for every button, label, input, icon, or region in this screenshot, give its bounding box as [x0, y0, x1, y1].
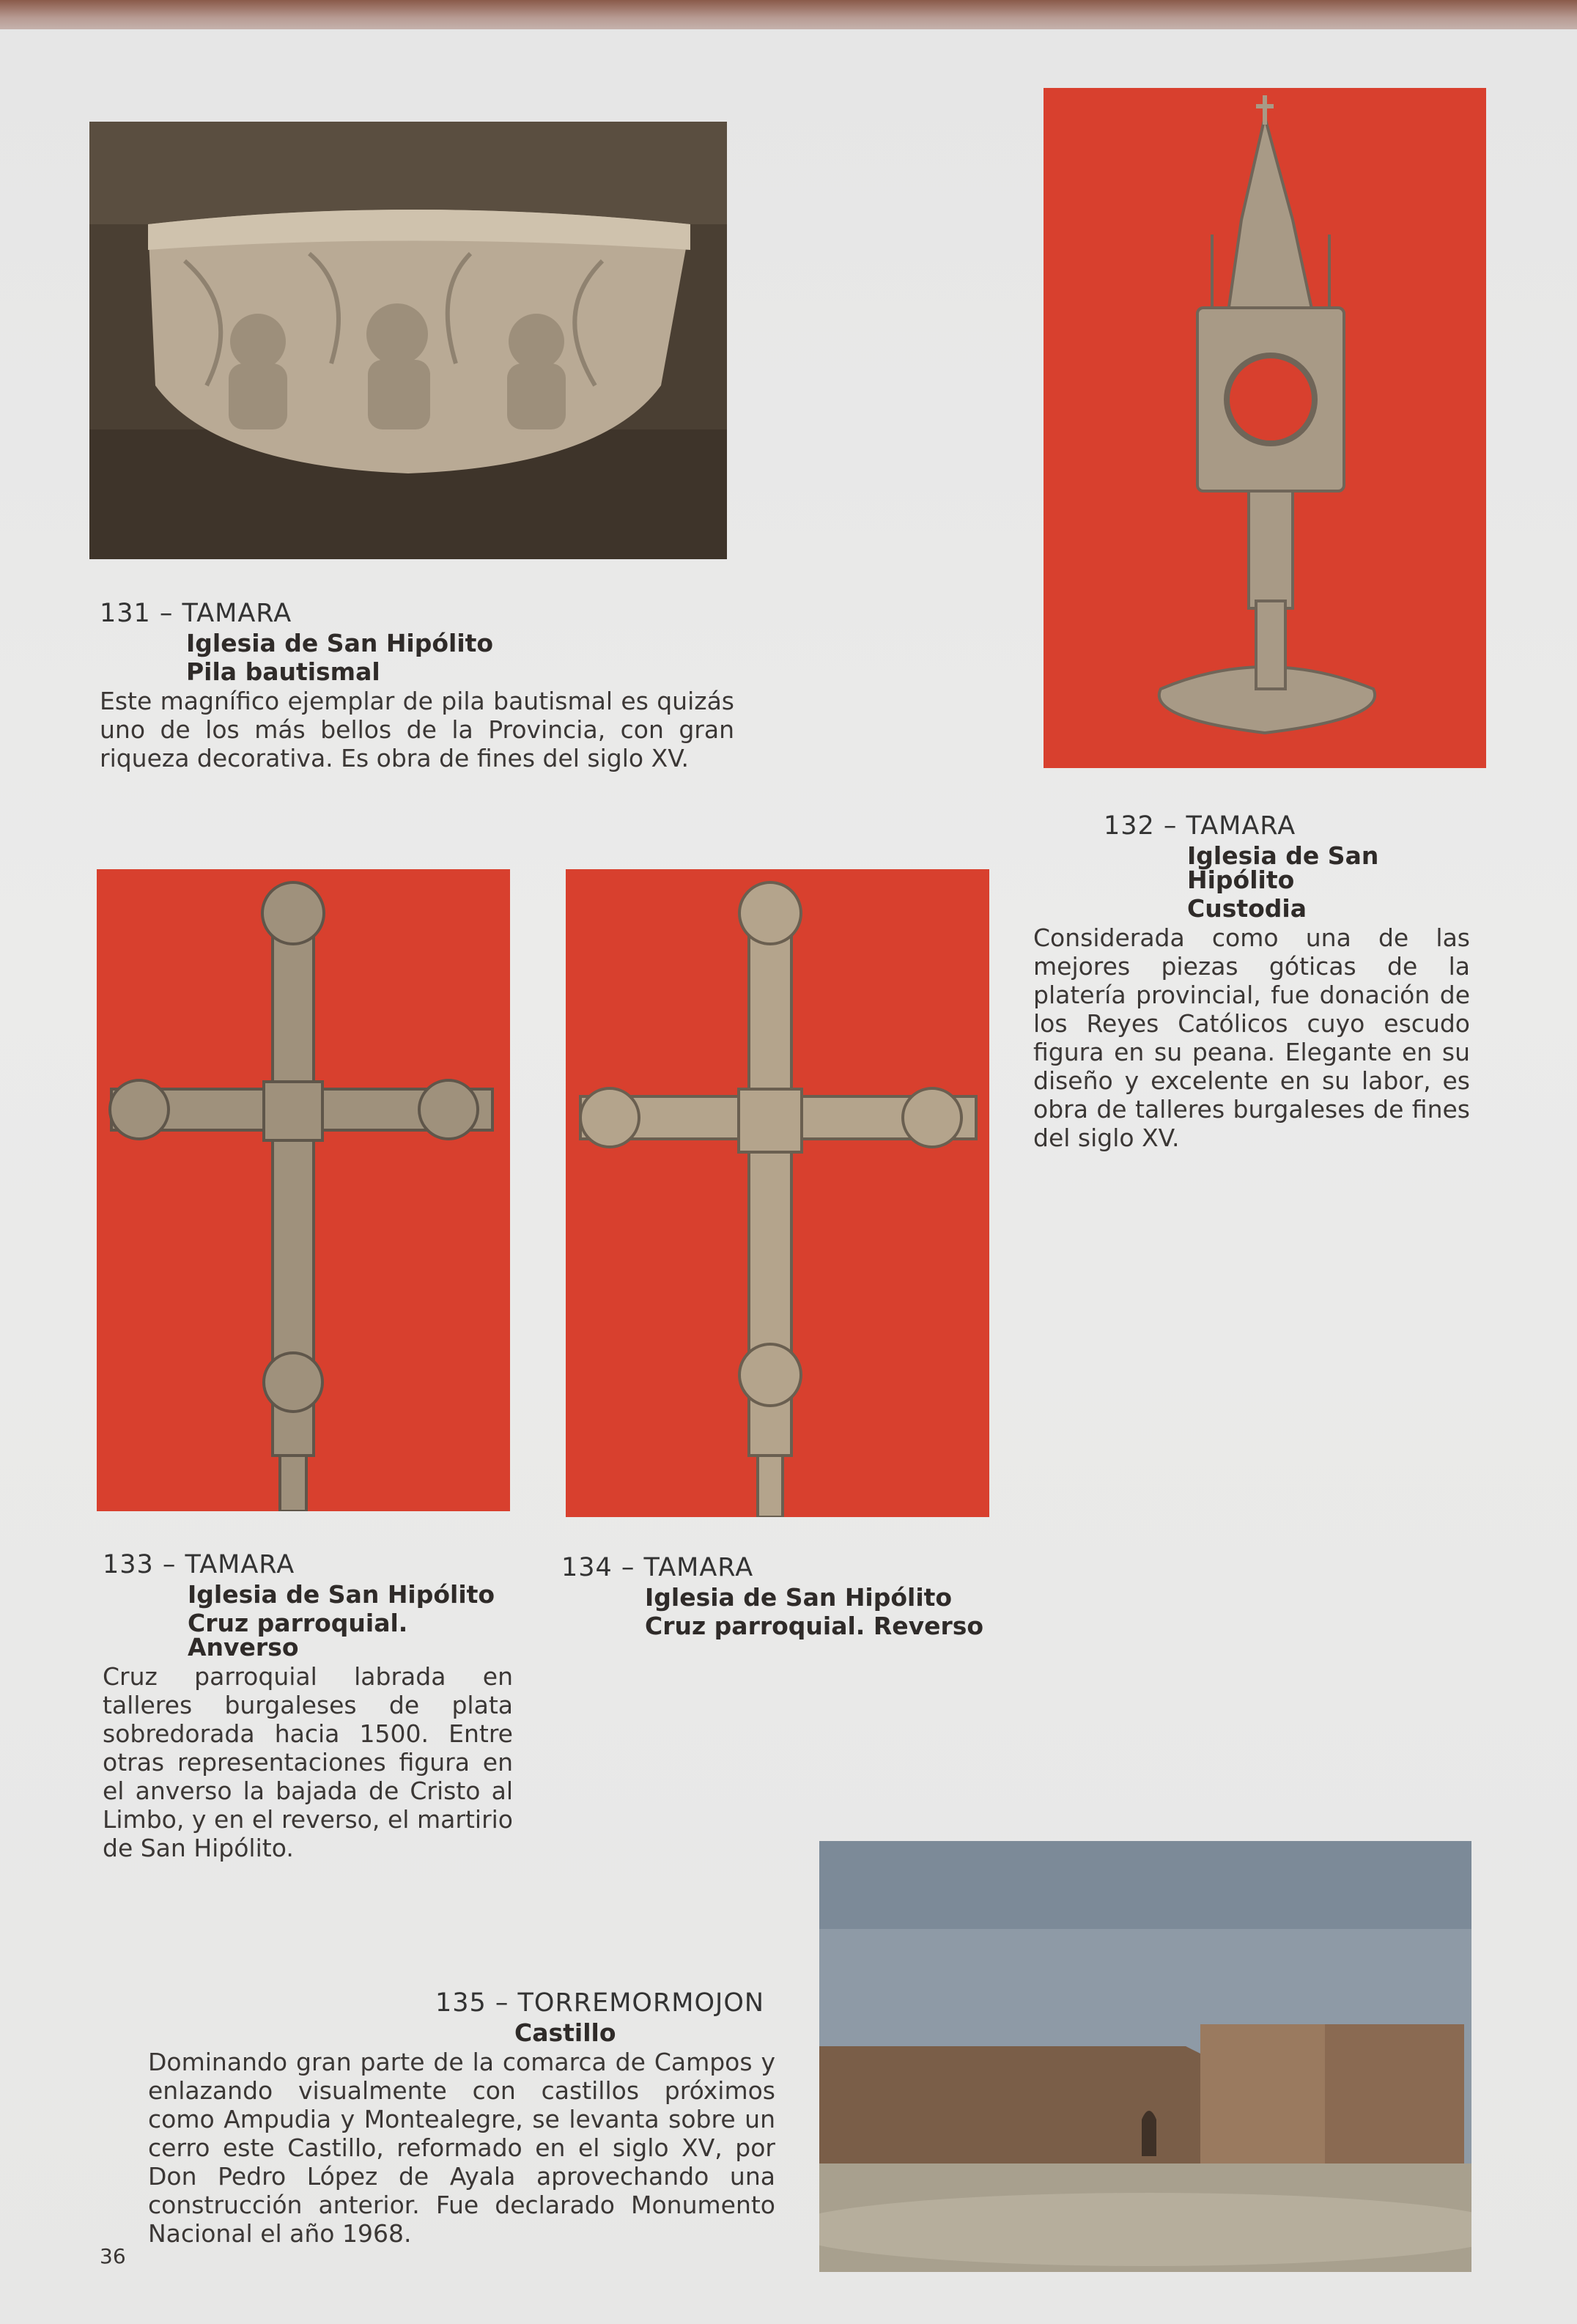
caption-132-church: Iglesia de San Hipólito: [1187, 841, 1379, 894]
caption-132-object: Custodia: [1187, 894, 1307, 923]
caption-135: [148, 1988, 775, 2248]
photo-cross-obverse: [97, 869, 510, 1511]
caption-131-object: Pila bautismal: [186, 657, 380, 686]
photo-baptismal-font: [89, 122, 727, 559]
page-number: 36: [100, 2244, 126, 2268]
caption-133-object: Cruz parroquial. Anverso: [188, 1609, 408, 1661]
catalog-page: [0, 29, 1577, 2324]
caption-131-heading: 131 – TAMARA: [100, 599, 292, 628]
caption-131: [100, 601, 737, 772]
caption-134: [561, 1555, 1001, 1638]
caption-133-text: Cruz parroquial labrada en talleres burgaleses de plata sobredorada hacia 1500. Entre otras representaciones figura en el anverso la bajada de Cristo al Limbo, y en el reverso, el martirio de San Hipólito.: [103, 1662, 513, 1862]
caption-131-church: Iglesia de San Hipólito: [186, 629, 494, 657]
caption-135-object: Castillo: [514, 2018, 616, 2047]
caption-134-church: Iglesia de San Hipólito: [645, 1583, 953, 1612]
photo-monstrance: [1044, 88, 1486, 768]
caption-133-church: Iglesia de San Hipólito: [188, 1580, 495, 1609]
caption-133: [103, 1552, 513, 1862]
photo-castle: [819, 1841, 1471, 2272]
photo-cross-reverse: [566, 869, 989, 1517]
caption-132: [1033, 811, 1473, 1152]
caption-134-heading: 134 – TAMARA: [561, 1553, 754, 1582]
caption-131-text: Este magnífico ejemplar de pila bautismal es quizás uno de los más bellos de la Provincia, con gran riqueza decorativa. Es obra de fines del siglo XV.: [100, 687, 734, 772]
caption-135-heading: 135 – TORREMORMOJON: [435, 1988, 765, 2018]
caption-134-object: Cruz parroquial. Reverso: [645, 1612, 984, 1640]
caption-132-text: Considerada como una de las mejores piezas góticas de la platería provincial, fue donación de los Reyes Católicos cuyo escudo figura en su peana. Elegante en su diseño y excelente en su labor, es obra de talleres burgaleses de fines del siglo XV.: [1033, 923, 1470, 1152]
caption-132-heading: 132 – TAMARA: [1104, 811, 1296, 841]
caption-133-heading: 133 – TAMARA: [103, 1550, 295, 1579]
caption-135-text: Dominando gran parte de la comarca de Campos y enlazando visualmente con castillos próximos como Ampudia y Montealegre, se levanta sobre un cerro este Castillo, reformado en el siglo XV, por Don Pedro López de Ayala aprovechando una construcción anterior. Fue declarado Monumento Nacional el año 1968.: [148, 2048, 775, 2248]
